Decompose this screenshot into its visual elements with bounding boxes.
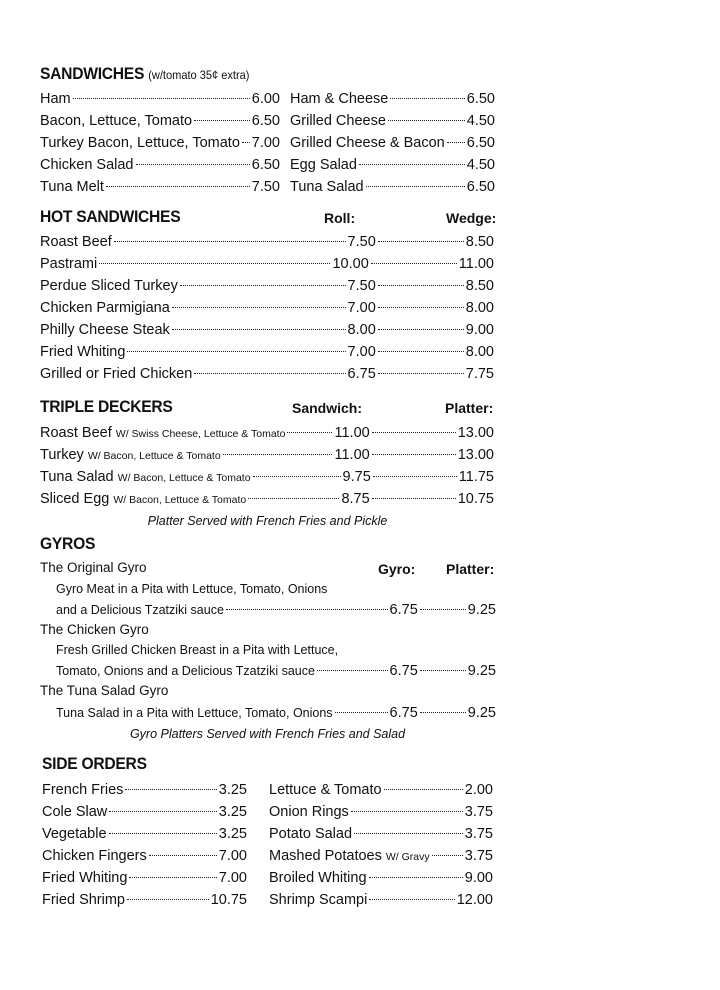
dot-leader <box>369 877 463 878</box>
roll-price: 7.00 <box>347 344 376 360</box>
menu-item <box>269 780 493 800</box>
gyro-price: 6.75 <box>389 602 418 618</box>
item-name: Fried Shrimp <box>42 892 125 908</box>
item-name: Grilled or Fried Chicken <box>40 366 193 382</box>
item-description: W/ Bacon, Lettuce & Tomato <box>87 450 221 462</box>
item-name: Tuna Melt <box>40 179 104 195</box>
menu-item <box>290 111 495 131</box>
menu-item <box>269 890 493 910</box>
item-name <box>40 489 246 510</box>
roll-price: 7.50 <box>347 278 376 294</box>
dot-leader <box>109 833 217 834</box>
gyro-platter-column-header: Platter: <box>446 561 495 577</box>
item-name: Shrimp Scampi <box>269 892 368 908</box>
dot-leader <box>351 811 463 812</box>
wedge-column-header: Wedge: <box>446 210 497 226</box>
gyro-price: 6.75 <box>389 663 418 679</box>
roll-price: 7.00 <box>347 300 376 316</box>
menu-item <box>269 846 493 866</box>
menu-item <box>42 846 247 866</box>
item-price: 3.75 <box>464 804 493 820</box>
menu-item <box>40 276 494 296</box>
dot-leader <box>242 142 250 143</box>
menu-item <box>290 133 495 153</box>
item-price: 10.75 <box>210 892 247 908</box>
dot-leader <box>180 285 346 286</box>
dot-leader <box>388 120 465 121</box>
menu-item <box>269 824 493 844</box>
item-name <box>40 467 251 488</box>
dot-leader <box>366 186 465 187</box>
menu-item <box>290 89 495 109</box>
menu-item <box>42 868 247 888</box>
item-name: Vegetable <box>42 826 107 842</box>
item-name: Pastrami <box>40 256 98 272</box>
item-price: 4.50 <box>466 113 495 129</box>
item-name: Onion Rings <box>269 804 349 820</box>
item-name: Roast Beef <box>40 234 112 250</box>
gyro-item-description: Fresh Grilled Chicken Breast in a Pita with Lettuce, <box>56 643 339 657</box>
gyro-item-description: Tomato, Onions and a Delicious Tzatziki sauce <box>56 664 315 678</box>
triple-deckers-title: TRIPLE DECKERS <box>40 397 173 416</box>
platter-price: 13.00 <box>457 425 494 441</box>
menu-item <box>40 232 494 252</box>
item-price: 4.50 <box>466 157 495 173</box>
dot-leader <box>384 789 463 790</box>
dot-leader <box>194 120 250 121</box>
menu-item <box>42 802 247 822</box>
sandwiches-title: SANDWICHES <box>40 64 145 83</box>
sandwich-price: 9.75 <box>342 469 371 485</box>
dot-leader <box>354 833 463 834</box>
item-price: 6.00 <box>251 91 280 107</box>
triple-deckers-footnote: Platter Served with French Fries and Pickle <box>147 514 388 528</box>
item-name <box>40 423 285 444</box>
sandwiches-heading <box>40 64 249 84</box>
item-name: Potato Salad <box>269 826 353 842</box>
menu-item <box>40 445 494 465</box>
item-description: W/ Bacon, Lettuce & Tomato <box>117 472 251 484</box>
item-price: 6.50 <box>251 113 280 129</box>
dot-leader <box>335 712 388 713</box>
item-name: Chicken Fingers <box>42 848 147 864</box>
item-name: Cole Slaw <box>42 804 108 820</box>
sandwich-price: 8.75 <box>341 491 370 507</box>
wedge-price: 8.00 <box>465 344 494 360</box>
item-name: Lettuce & Tomato <box>269 782 382 798</box>
item-price: 3.75 <box>464 848 493 864</box>
menu-item <box>269 802 493 822</box>
item-price: 6.50 <box>466 135 495 151</box>
dot-leader <box>287 432 332 433</box>
gyro-item-name: The Chicken Gyro <box>40 622 149 637</box>
roll-price: 8.00 <box>347 322 376 338</box>
dot-leader <box>194 373 345 374</box>
sandwich-price: 11.00 <box>334 447 370 463</box>
dot-leader <box>378 307 464 308</box>
item-title: Turkey <box>40 447 84 463</box>
dot-leader <box>372 498 456 499</box>
wedge-price: 9.00 <box>465 322 494 338</box>
menu-item <box>56 600 496 620</box>
side-orders-title: SIDE ORDERS <box>42 754 147 773</box>
dot-leader <box>114 241 346 242</box>
dot-leader <box>149 855 217 856</box>
item-name: Turkey Bacon, Lettuce, Tomato <box>40 135 240 151</box>
dot-leader <box>106 186 250 187</box>
item-price: 7.00 <box>218 848 247 864</box>
dot-leader <box>172 329 346 330</box>
item-name: Broiled Whiting <box>269 870 367 886</box>
gyro-item-description: and a Delicious Tzatziki sauce <box>56 603 224 617</box>
menu-item <box>40 467 494 487</box>
dot-leader <box>372 454 456 455</box>
wedge-price: 11.00 <box>458 256 494 272</box>
dot-leader <box>378 285 464 286</box>
dot-leader <box>420 712 466 713</box>
menu-item <box>40 423 494 443</box>
item-price: 6.50 <box>466 179 495 195</box>
item-price: 9.00 <box>464 870 493 886</box>
roll-price: 6.75 <box>347 366 376 382</box>
dot-leader <box>127 351 345 352</box>
dot-leader <box>447 142 465 143</box>
sandwiches-note: (w/tomato 35¢ extra) <box>148 68 250 82</box>
gyro-item-description: Tuna Salad in a Pita with Lettuce, Tomato, Onions <box>56 706 333 720</box>
menu-item <box>40 155 280 175</box>
menu-item <box>40 320 494 340</box>
item-name <box>269 846 430 867</box>
platter-price: 11.75 <box>458 469 494 485</box>
dot-leader <box>390 98 464 99</box>
item-price: 3.25 <box>218 782 247 798</box>
menu-item <box>40 364 494 384</box>
menu-item <box>40 89 280 109</box>
item-title: Tuna Salad <box>40 469 114 485</box>
hot-sandwiches-title: HOT SANDWICHES <box>40 207 181 226</box>
item-name: French Fries <box>42 782 124 798</box>
item-price: 7.00 <box>251 135 280 151</box>
menu-item <box>56 703 496 723</box>
dot-leader <box>378 373 464 374</box>
menu-item <box>269 868 493 888</box>
platter-price: 9.25 <box>467 602 496 618</box>
item-title: Mashed Potatoes <box>269 848 382 864</box>
sandwich-price: 11.00 <box>334 425 370 441</box>
dot-leader <box>378 241 464 242</box>
platter-price: 13.00 <box>457 447 494 463</box>
item-name: Fried Whiting <box>40 344 126 360</box>
dot-leader <box>432 855 463 856</box>
gyro-item-name: The Original Gyro <box>40 560 147 575</box>
item-price: 6.50 <box>251 157 280 173</box>
dot-leader <box>172 307 346 308</box>
roll-column-header: Roll: <box>324 210 356 226</box>
dot-leader <box>317 670 388 671</box>
item-name: Egg Salad <box>290 157 357 173</box>
dot-leader <box>223 454 333 455</box>
dot-leader <box>378 329 464 330</box>
item-title: Roast Beef <box>40 425 112 441</box>
item-price: 12.00 <box>456 892 493 908</box>
sandwich-column-header: Sandwich: <box>292 400 363 416</box>
roll-price: 10.00 <box>332 256 369 272</box>
dot-leader <box>371 263 457 264</box>
item-name: Chicken Parmigiana <box>40 300 170 316</box>
dot-leader <box>248 498 339 499</box>
item-name: Tuna Salad <box>290 179 364 195</box>
item-title: Sliced Egg <box>40 491 110 507</box>
menu-item <box>40 254 494 274</box>
item-name: Grilled Cheese <box>290 113 386 129</box>
dot-leader <box>373 476 457 477</box>
gyros-title: GYROS <box>40 534 96 553</box>
menu-item <box>40 133 280 153</box>
dot-leader <box>372 432 456 433</box>
menu-item <box>42 890 247 910</box>
menu-item <box>290 155 495 175</box>
menu-item <box>40 111 280 131</box>
menu-item <box>40 177 280 197</box>
gyro-item-name: The Tuna Salad Gyro <box>40 683 169 698</box>
menu-item <box>42 824 247 844</box>
platter-column-header: Platter: <box>445 400 494 416</box>
dot-leader <box>226 609 388 610</box>
dot-leader <box>253 476 341 477</box>
item-name: Ham <box>40 91 71 107</box>
item-name: Grilled Cheese & Bacon <box>290 135 445 151</box>
item-name: Ham & Cheese <box>290 91 389 107</box>
menu-item <box>40 298 494 318</box>
platter-price: 10.75 <box>457 491 494 507</box>
dot-leader <box>127 899 209 900</box>
item-price: 3.25 <box>218 804 247 820</box>
item-name: Philly Cheese Steak <box>40 322 170 338</box>
item-name: Perdue Sliced Turkey <box>40 278 178 294</box>
item-price: 2.00 <box>464 782 493 798</box>
item-name <box>40 445 221 466</box>
menu-item <box>40 342 494 362</box>
dot-leader <box>420 670 466 671</box>
dot-leader <box>99 263 330 264</box>
item-price: 3.75 <box>464 826 493 842</box>
wedge-price: 8.00 <box>465 300 494 316</box>
dot-leader <box>73 98 250 99</box>
dot-leader <box>109 811 216 812</box>
wedge-price: 8.50 <box>465 278 494 294</box>
item-price: 7.00 <box>218 870 247 886</box>
roll-price: 7.50 <box>347 234 376 250</box>
item-price: 3.25 <box>218 826 247 842</box>
item-description: W/ Bacon, Lettuce & Tomato <box>113 494 247 506</box>
gyro-column-header: Gyro: <box>378 561 416 577</box>
dot-leader <box>136 164 250 165</box>
menu-item <box>42 780 247 800</box>
item-description: W/ Swiss Cheese, Lettuce & Tomato <box>115 428 286 440</box>
platter-price: 9.25 <box>467 663 496 679</box>
menu-item <box>40 489 494 509</box>
dot-leader <box>359 164 465 165</box>
item-description: W/ Gravy <box>385 851 430 863</box>
wedge-price: 8.50 <box>465 234 494 250</box>
platter-price: 9.25 <box>467 705 496 721</box>
menu-item <box>56 661 496 681</box>
dot-leader <box>420 609 466 610</box>
dot-leader <box>125 789 216 790</box>
item-name: Bacon, Lettuce, Tomato <box>40 113 193 129</box>
gyro-item-description: Gyro Meat in a Pita with Lettuce, Tomato, Onions <box>56 582 328 596</box>
item-price: 7.50 <box>251 179 280 195</box>
dot-leader <box>129 877 216 878</box>
item-name: Chicken Salad <box>40 157 134 173</box>
gyros-footnote: Gyro Platters Served with French Fries and Salad <box>129 727 406 741</box>
item-price: 6.50 <box>466 91 495 107</box>
menu-item <box>290 177 495 197</box>
gyro-price: 6.75 <box>389 705 418 721</box>
wedge-price: 7.75 <box>465 366 494 382</box>
dot-leader <box>369 899 454 900</box>
item-name: Fried Whiting <box>42 870 128 886</box>
dot-leader <box>378 351 464 352</box>
